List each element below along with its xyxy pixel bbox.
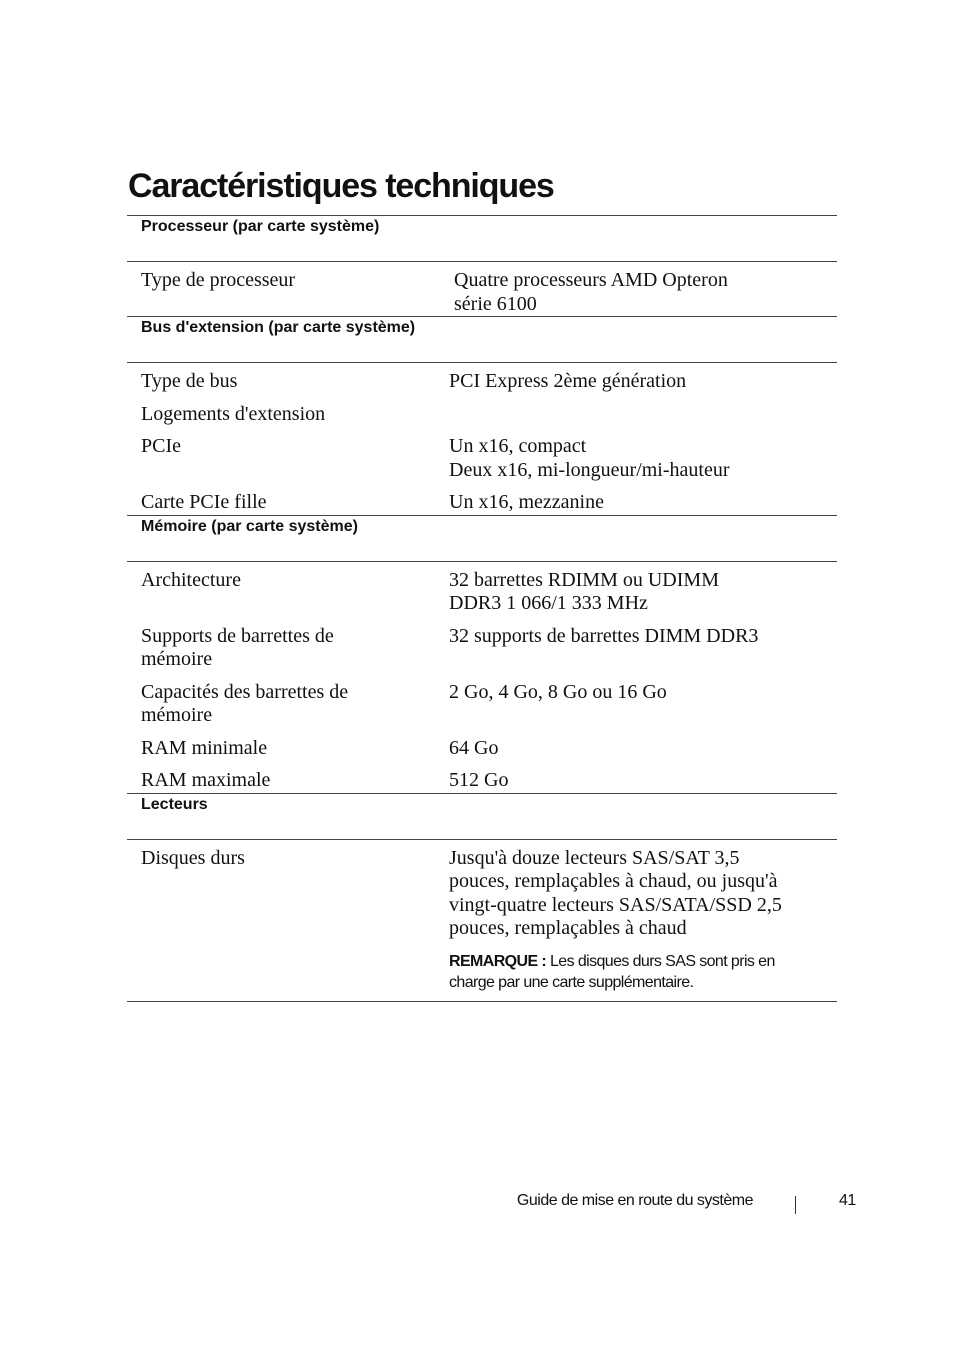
spec-value-line: 32 supports de barrettes DIMM DDR3 bbox=[449, 624, 759, 647]
spec-row-ram-minimum bbox=[127, 737, 837, 761]
section-body-memory bbox=[127, 562, 837, 793]
section-header-processor: Processeur (par carte système) bbox=[127, 215, 837, 262]
spec-value bbox=[449, 370, 837, 394]
spec-row-pcie bbox=[127, 435, 837, 482]
spec-label-line: RAM minimale bbox=[141, 736, 268, 759]
spec-label: Disques durs bbox=[141, 846, 245, 869]
spec-label bbox=[127, 737, 449, 761]
spec-label bbox=[127, 569, 449, 616]
spec-label: Type de bus bbox=[141, 370, 238, 392]
spec-value bbox=[449, 625, 837, 672]
spec-value-line: 2 Go, 4 Go, 8 Go ou 16 Go bbox=[449, 680, 667, 703]
section-header-drives: Lecteurs bbox=[127, 793, 837, 840]
spec-label-line: mémoire bbox=[141, 704, 213, 726]
spec-value bbox=[449, 269, 837, 316]
spec-label: Carte PCIe fille bbox=[141, 491, 267, 513]
spec-value-line: 64 Go bbox=[449, 736, 499, 759]
spec-row-memory-sockets bbox=[127, 625, 837, 672]
note-line bbox=[449, 951, 827, 972]
note-label: REMARQUE : bbox=[449, 952, 547, 970]
note bbox=[449, 951, 827, 993]
section-header-bus: Bus d'extension (par carte système) bbox=[127, 316, 837, 363]
page-number: 41 bbox=[839, 1192, 856, 1209]
spec-row-bus-type bbox=[127, 370, 837, 394]
spec-row-architecture bbox=[127, 569, 837, 616]
spec-label-line: Supports de barrettes de bbox=[141, 624, 334, 647]
spec-value-line: 512 Go bbox=[449, 769, 509, 791]
section-body-bus bbox=[127, 363, 837, 515]
spec-label-line: mémoire bbox=[141, 648, 213, 670]
page-title: Caractéristiques techniques bbox=[128, 167, 554, 205]
spec-value bbox=[449, 491, 837, 515]
spec-row-hard-drives bbox=[127, 847, 837, 993]
section-header-memory: Mémoire (par carte système) bbox=[127, 515, 837, 562]
spec-label bbox=[127, 625, 449, 672]
spec-label bbox=[127, 769, 449, 793]
spec-value bbox=[449, 769, 837, 793]
spec-label-line: Capacités des barrettes de bbox=[141, 680, 349, 703]
spec-value bbox=[449, 435, 837, 482]
spec-value-line: Quatre processeurs AMD Opteron bbox=[454, 269, 728, 291]
spec-label-line: Architecture bbox=[141, 568, 241, 591]
spec-value-line: vingt-quatre lecteurs SAS/SATA/SSD 2,5 bbox=[449, 893, 782, 916]
section-body-processor bbox=[127, 262, 837, 316]
footer-guide-title: Guide de mise en route du système bbox=[516, 1192, 753, 1209]
section-body-drives bbox=[127, 840, 837, 1002]
spec-value bbox=[449, 569, 837, 616]
spec-row-memory-capacities bbox=[127, 681, 837, 728]
spec-row-pcie-daughter-card bbox=[127, 491, 837, 515]
spec-value bbox=[449, 681, 837, 728]
spec-value-line: Jusqu'à douze lecteurs SAS/SAT 3,5 bbox=[449, 846, 740, 869]
footer-separator bbox=[795, 1196, 796, 1214]
spec-value-line: Deux x16, mi-longueur/mi-hauteur bbox=[449, 458, 730, 481]
spec-label: PCIe bbox=[141, 435, 181, 457]
spec-value-line: série 6100 bbox=[454, 292, 537, 315]
spec-value-line: Un x16, compact bbox=[449, 435, 587, 457]
spec-label: Type de processeur bbox=[141, 269, 296, 291]
page-footer bbox=[0, 1192, 954, 1216]
spec-value bbox=[449, 403, 837, 427]
spec-label: Logements d'extension bbox=[141, 402, 326, 425]
spec-label-line: RAM maximale bbox=[141, 769, 271, 791]
spec-value-line: DDR3 1 066/1 333 MHz bbox=[449, 592, 648, 614]
note-text: Les disques durs SAS sont pris en bbox=[546, 952, 775, 970]
spec-value-line: pouces, remplaçables à chaud, ou jusqu'à bbox=[449, 870, 778, 892]
spec-value-line: Un x16, mezzanine bbox=[449, 491, 604, 513]
spec-row-processor-type bbox=[127, 269, 837, 316]
spec-table bbox=[127, 215, 837, 1002]
spec-value-line: PCI Express 2ème génération bbox=[449, 370, 687, 392]
spec-value bbox=[449, 847, 837, 993]
spec-value-line: 32 barrettes RDIMM ou UDIMM bbox=[449, 568, 719, 591]
note-text: charge par une carte supplémentaire. bbox=[449, 973, 694, 991]
spec-value bbox=[449, 737, 837, 761]
spec-row-ram-maximum bbox=[127, 769, 837, 793]
spec-label bbox=[127, 681, 449, 728]
spec-row-expansion-slots bbox=[127, 403, 837, 427]
spec-value-line: pouces, remplaçables à chaud bbox=[449, 917, 687, 939]
